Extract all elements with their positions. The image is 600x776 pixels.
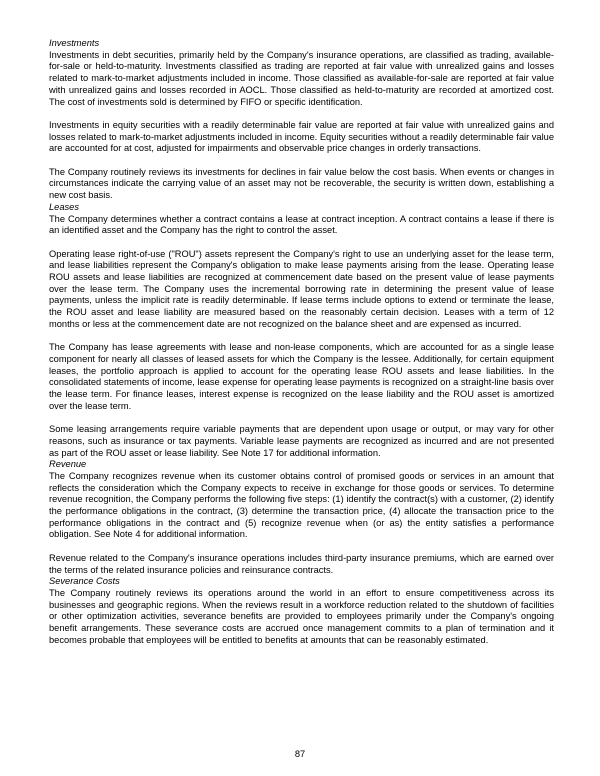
paragraph: Investments in equity securities with a readily determinable fair value are reported at fair value with unrealized gains and losses related to mark-to-market adjustments included in income. Equity securities without a readily determinable fair value are accounted for at cost, adjusted for impairments and observable price changes in orderly transactions.: [49, 119, 554, 154]
page-number: 87: [294, 749, 306, 759]
paragraph: Operating lease right-of-use ("ROU") assets represent the Company's right to use an underlying asset for the lease term, and lease liabilities represent the Company's obligation to make lease payments arising from the lease. Operating lease ROU assets and lease liabilities are recognized at commencement date based on the present value of lease payments over the lease term. The Company uses the incremental borrowing rate in determining the present value of lease payments, unless the implicit rate is readily determinable. If lease terms include options to extend or terminate the lease, the ROU asset and lease liability are measured based on the reasonably certain decision. Leases with a term of 12 months or less at the commencement date are not recognized on the balance sheet and are expensed as incurred.: [49, 248, 554, 329]
paragraph: The Company determines whether a contract contains a lease at contract inception. A contract contains a lease if there is an identified asset and the Company has the right to control the asset.: [49, 213, 554, 236]
paragraph: Revenue related to the Company's insurance operations includes third-party insurance premiums, which are earned over the terms of the related insurance policies and reinsurance contracts.: [49, 552, 554, 575]
section-investments: [49, 38, 554, 202]
paragraph: The Company has lease agreements with lease and non-lease components, which are accounted for as a single lease component for nearly all classes of leased assets for which the Company is the lessee. Additionally, for certain equipment leases, the portfolio approach is applied to account for the operating lease ROU assets and lease liabilities. In the consolidated statements of income, lease expense for operating lease payments is recognized on a straight-line basis over the lease term. For finance leases, interest expense is recognized on the lease liability and the ROU asset is amortized over the lease term.: [49, 342, 554, 411]
paragraph: The Company recognizes revenue when its customer obtains control of promised goods or services in an amount that reflects the consideration which the Company expects to receive in exchange for those goods or services. To determine revenue recognition, the Company performs the following five steps: (1) identify the contract(s) with a customer, (2) identify the performance obligations in the contract, (3) determine the transaction price, (4) allocate the transaction price to the performance obligations in the contract and (5) recognize revenue when (or as) the entity satisfies a performance obligation. See Note 4 for additional information.: [49, 470, 554, 540]
section-heading-leases: Leases: [49, 201, 79, 212]
paragraph: Some leasing arrangements require variable payments that are dependent upon usage or output, or may vary for other reasons, such as insurance or tax payments. Variable lease payments are recognized as incurred and are not presented as part of the ROU asset or lease liability. See Note 17 for additional information.: [49, 424, 554, 458]
section-heading-revenue: Revenue: [49, 459, 87, 470]
document-body: [49, 38, 554, 646]
paragraph: The Company routinely reviews its investments for declines in fair value below the cost basis. When events or changes in circumstances indicate the carrying value of an asset may not be recoverable, the security is written down, establishing a new cost basis.: [49, 166, 554, 201]
section-heading-severance-costs: Severance Costs: [49, 576, 120, 587]
paragraph: The Company routinely reviews its operations around the world in an effort to ensure competitiveness across its businesses and geographic regions. When the reviews result in a workforce reduction related to the shutdown of facilities or other optimization activities, severance benefits are provided to employees primarily under the Company's ongoing benefit arrangements. These severance costs are accrued once management commits to a plan of termination and it becomes probable that employees will be entitled to benefits at amounts that can be reasonably estimated.: [49, 587, 554, 645]
section-severance-costs: [49, 576, 554, 646]
paragraph: Investments in debt securities, primarily held by the Company's insurance operations, are classified as trading, available-for-sale or held-to-maturity. Investments classified as trading are reported at fair value with unrealized gains and losses related to mark-to-market adjustments included in income. Those classified as available-for-sale are reported at fair value with unrealized gains and losses recorded in AOCL. Those classified as held-to-maturity are recorded at amortized cost. The cost of investments sold is determined by FIFO or specific identification.: [49, 49, 554, 107]
section-heading-investments: Investments: [49, 38, 100, 48]
section-revenue: [49, 459, 554, 576]
section-leases: [49, 202, 554, 459]
